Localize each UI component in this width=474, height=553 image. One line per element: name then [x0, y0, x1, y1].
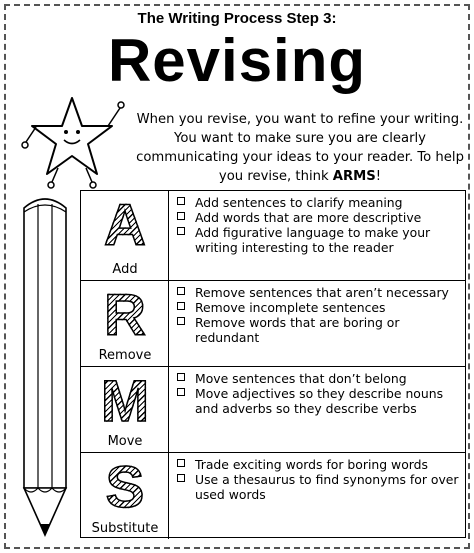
- list-item-text: Remove incomplete sentences: [195, 300, 386, 315]
- intro-keyword: ARMS: [332, 169, 376, 184]
- checklist: [173, 195, 461, 255]
- checkbox-icon: [177, 474, 185, 482]
- intro-text: When you revise, you want to refine your writing. You want to make sure you are clearly communicating your ideas to your reader. To help you revise, think: [136, 112, 464, 184]
- list-item: [173, 472, 461, 502]
- checklist: [173, 371, 461, 416]
- checkbox-icon: [177, 459, 185, 467]
- table-row: [81, 366, 465, 452]
- list-item: [173, 195, 461, 210]
- checkbox-icon: [177, 227, 185, 235]
- checkbox-icon: [177, 197, 185, 205]
- arms-table: [80, 190, 466, 538]
- letter-cell: [81, 367, 169, 452]
- list-item: [173, 225, 461, 255]
- letter-word: Move: [107, 434, 143, 449]
- big-letter: S: [81, 459, 169, 517]
- list-item-text: Remove sentences that aren’t necessary: [195, 285, 449, 300]
- list-item: [173, 457, 461, 472]
- list-item-text: Remove words that are boring or redundant: [195, 315, 400, 345]
- list-item: [173, 386, 461, 416]
- checklist: [173, 285, 461, 345]
- list-item: [173, 210, 461, 225]
- list-item: [173, 315, 461, 345]
- table-row: [81, 191, 465, 280]
- list-item-text: Trade exciting words for boring words: [195, 457, 428, 472]
- table-row: [81, 452, 465, 539]
- letter-cell: [81, 281, 169, 366]
- main-title: Revising: [107, 27, 367, 94]
- pencil-icon: [16, 190, 74, 546]
- letter-cell: [81, 453, 169, 539]
- big-letter: M: [81, 373, 169, 431]
- list-item-text: Add sentences to clarify meaning: [195, 195, 403, 210]
- checkbox-icon: [177, 212, 185, 220]
- list-item: [173, 371, 461, 386]
- checkbox-icon: [177, 388, 185, 396]
- intro-paragraph: [135, 110, 465, 186]
- list-item-text: Move adjectives so they describe nouns and adverbs so they describe verbs: [195, 386, 444, 416]
- checklist: [173, 457, 461, 502]
- checkbox-icon: [177, 373, 185, 381]
- list-item-text: Move sentences that don’t belong: [195, 371, 407, 386]
- checkbox-icon: [177, 302, 185, 310]
- letter-word: Remove: [98, 348, 152, 363]
- checkbox-icon: [177, 317, 185, 325]
- list-item: [173, 300, 461, 315]
- big-letter: R: [81, 287, 169, 345]
- step-title: The Writing Process Step 3:: [137, 10, 337, 27]
- intro-punctuation: !: [375, 169, 382, 184]
- letter-word: Substitute: [91, 521, 159, 536]
- letter-word: Add: [112, 262, 138, 277]
- smiling-star-icon: [20, 90, 130, 190]
- checkbox-icon: [177, 287, 185, 295]
- big-letter: A: [81, 197, 169, 255]
- list-item: [173, 285, 461, 300]
- table-row: [81, 280, 465, 366]
- list-item-text: Add words that are more descriptive: [195, 210, 422, 225]
- list-item-text: Use a thesaurus to find synonyms for over used words: [195, 472, 459, 502]
- list-item-text: Add figurative language to make your writing interesting to the reader: [195, 225, 431, 255]
- letter-cell: [81, 191, 169, 280]
